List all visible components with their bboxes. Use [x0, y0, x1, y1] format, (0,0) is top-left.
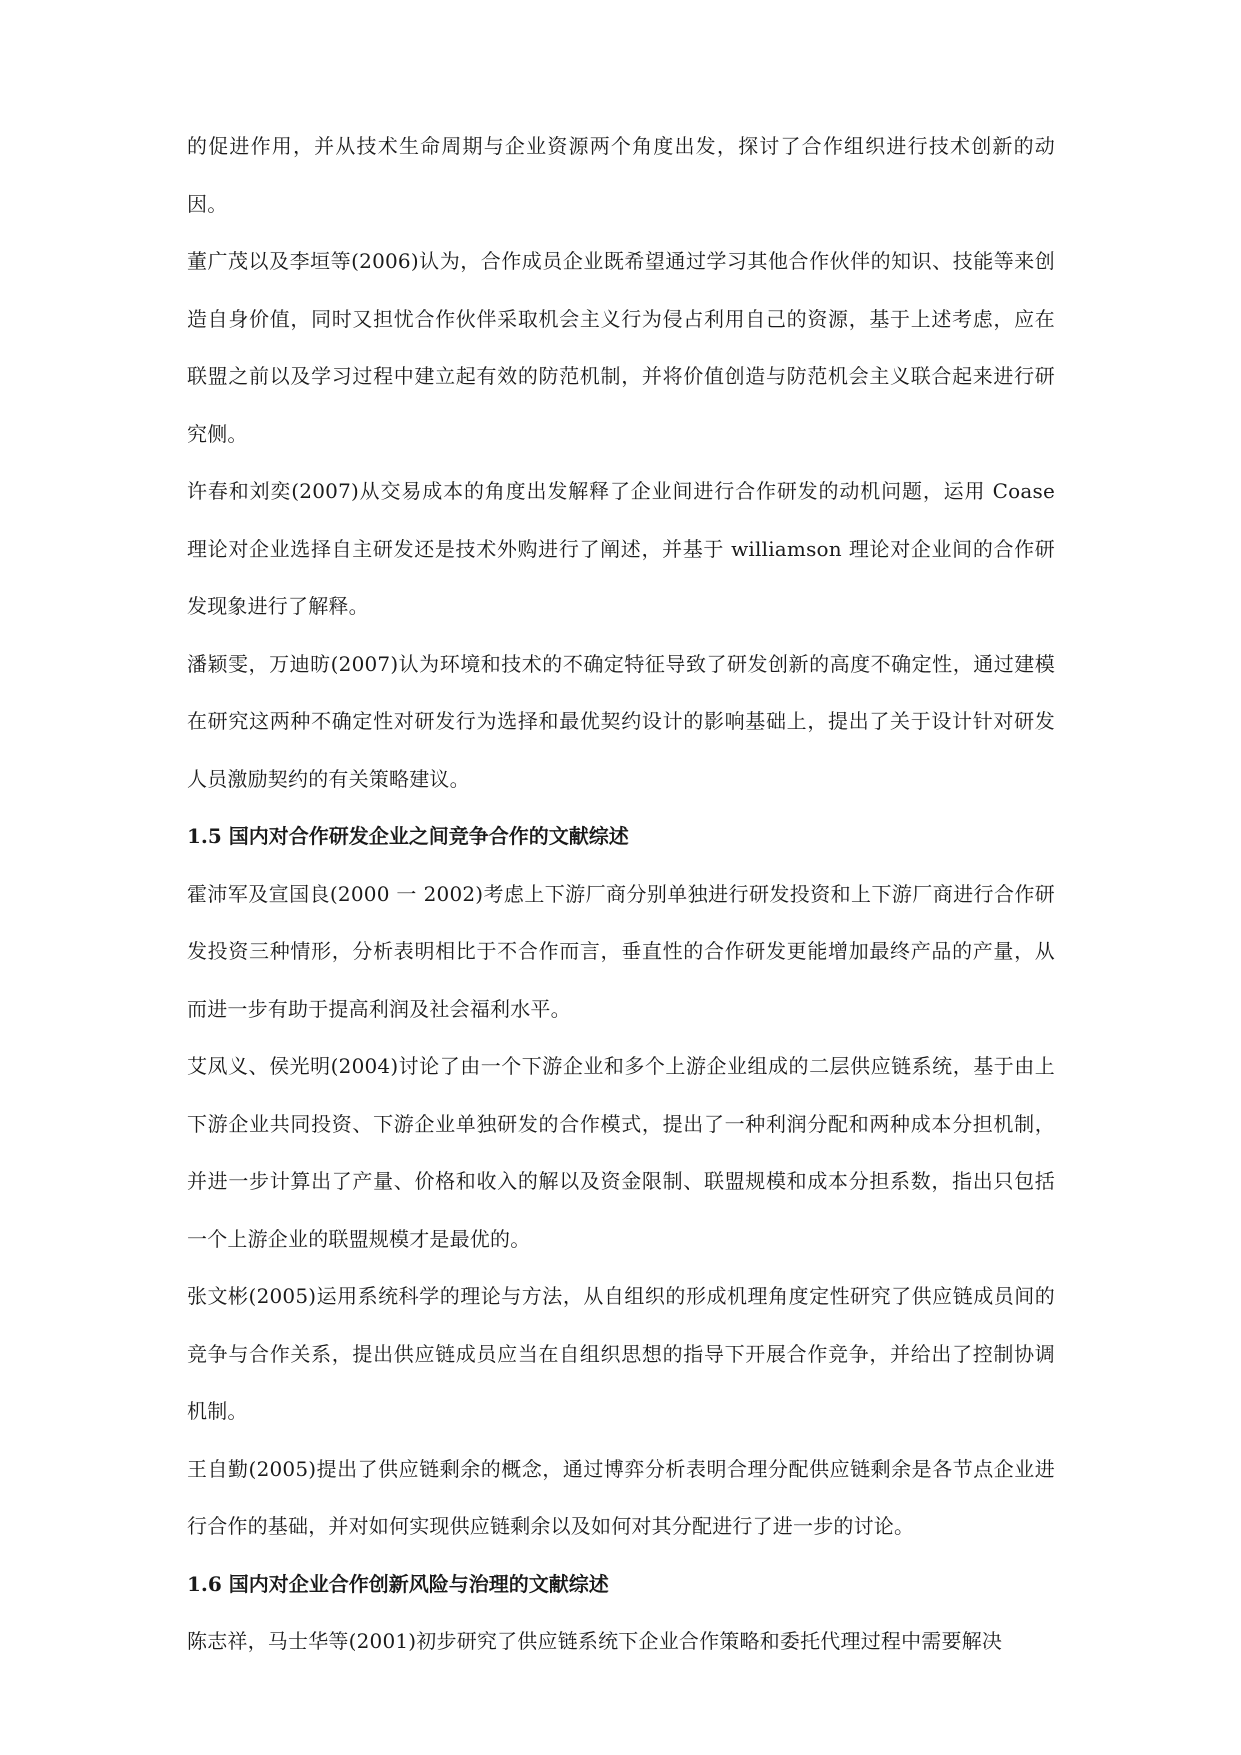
paragraph-pan-wan: 潘颖雯，万迪昉(2007)认为环境和技术的不确定特征导致了研发创新的高度不确定性，通过建模在研究这两种不确定性对研发行为选择和最优契约设计的影响基础上，提出了关于设计针对研发人员激励契约的有关策略建议。	[187, 651, 1055, 791]
paragraph-huo-xuan: 霍沛军及宣国良(2000 一 2002)考虑上下游厂商分别单独进行研发投资和上下游厂商进行合作研发投资三种情形，分析表明相比于不合作而言，垂直性的合作研发更能增加最终产品的产量，从而进一步有助于提高利润及社会福利水平。	[187, 881, 1055, 1021]
paragraph-ai-hou: 艾凤义、侯光明(2004)讨论了由一个下游企业和多个上游企业组成的二层供应链系统，基于由上下游企业共同投资、下游企业单独研发的合作模式，提出了一种利润分配和两种成本分担机制，并进一步计算出了产量、价格和收入的解以及资金限制、联盟规模和成本分担系数，指出只包括一个上游企业的联盟规模才是最优的。	[187, 1054, 1055, 1251]
document-page	[187, 118, 1055, 1671]
section-heading-1-5: 1.5 国内对合作研发企业之间竞争合作的文献综述	[187, 824, 629, 848]
paragraph-dong-li: 董广茂以及李垣等(2006)认为，合作成员企业既希望通过学习其他合作伙伴的知识、技能等来创造自身价值，同时又担忧合作伙伴采取机会主义行为侵占利用自己的资源，基于上述考虑，应在联盟之前以及学习过程中建立起有效的防范机制，并将价值创造与防范机会主义联合起来进行研究侧。	[187, 249, 1055, 446]
paragraph-zhang: 张文彬(2005)运用系统科学的理论与方法，从自组织的形成机理角度定性研究了供应链成员间的竞争与合作关系，提出供应链成员应当在自组织思想的指导下开展合作竞争，并给出了控制协调机制。	[187, 1284, 1055, 1423]
paragraph-chen-ma: 陈志祥，马士华等(2001)初步研究了供应链系统下企业合作策略和委托代理过程中需要解决	[187, 1629, 1003, 1653]
paragraph-motivation-end: 的促进作用，并从技术生命周期与企业资源两个角度出发，探讨了合作组织进行技术创新的动因。	[187, 134, 1055, 216]
section-heading-1-6: 1.6 国内对企业合作创新风险与治理的文献综述	[187, 1571, 609, 1596]
paragraph-xu-liu: 许春和刘奕(2007)从交易成本的角度出发解释了企业间进行合作研发的动机问题，运用 Coase 理论对企业选择自主研发还是技术外购进行了阐述，并基于 williamson 理论对企业间的合作研发现象进行了解释。	[187, 479, 1055, 618]
paragraph-wang: 王自勤(2005)提出了供应链剩余的概念，通过博弈分析表明合理分配供应链剩余是各节点企业进行合作的基础，并对如何实现供应链剩余以及如何对其分配进行了进一步的讨论。	[187, 1456, 1055, 1538]
